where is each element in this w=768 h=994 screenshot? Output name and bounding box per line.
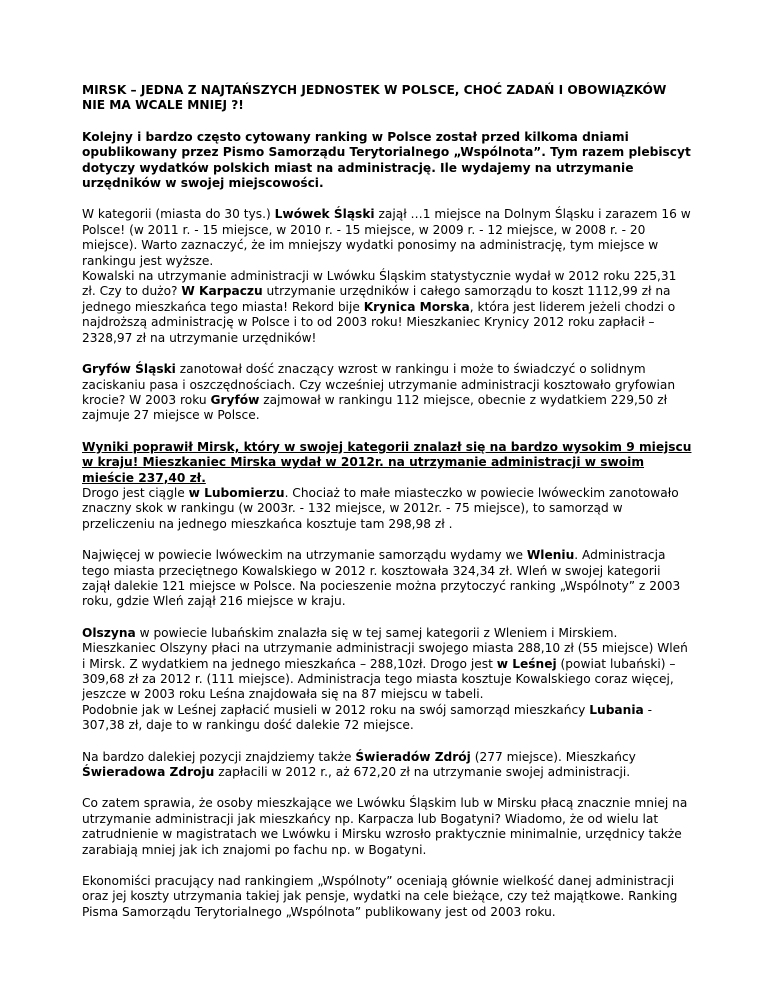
document-page [82, 83, 692, 936]
bold-text: Olszyna [82, 625, 136, 640]
paragraph-olszyna [82, 626, 692, 734]
bold-text: Gryfów [210, 392, 260, 407]
paragraph-costs [82, 269, 692, 346]
lead-paragraph: Kolejny i bardzo często cytowany ranking w Polsce został przed kilkoma dniami opublikowany przez Pismo Samorządu Terytorialnego „Wspólnota”. Tym razem plebiscyt dotyczy wydatków polskich miast na administrację. Ile wydajemy na utrzymanie urzędników w swojej miejscowości. [82, 129, 691, 191]
paragraph-methodology: Ekonomiści pracujący nad rankingiem „Wspólnoty” oceniają głównie wielkość danej administracji oraz jej koszty utrzymania takiej jak pensje, wydatki na cele bieżące, czy też majątkowe. Ranking Pisma Samorządu Terytorialnego „Wspólnota” publikowany jest od 2003 roku. [82, 874, 678, 919]
text: - 307,38 zł, daje to w rankingu dość dalekie 72 miejsce. [82, 702, 653, 733]
text: zajął …1 miejsce na Dolnym Śląsku i zarazem 16 w Polsce! (w 2011 r. - 15 miejsce, w 2010 r. - 15 miejsce, w 2009 r. - 12 miejsce, w 2008 r. - 20 miejsce). Warto zaznaczyć, że im mniejszy wydatki ponosimy na administrację, tym miejsce w rankingu jest wyższe. [82, 207, 691, 268]
bold-text: w Leśnej [496, 656, 557, 671]
text: Na bardzo dalekiej pozycji znajdziemy także [82, 749, 356, 764]
bold-text: W Karpaczu [181, 284, 263, 299]
text: utrzymanie urzędników i całego samorządu to koszt 1112,99 zł na jednego mieszkańca tego miasta! Rekord bije [82, 284, 671, 314]
paragraph-luban [82, 703, 692, 734]
text: (277 miejsce). Mieszkańcy [470, 749, 636, 764]
paragraph-lubomierz [82, 486, 692, 532]
text: Drogo jest ciągle [82, 485, 189, 500]
bold-text: Lubania [589, 702, 644, 717]
text: W kategorii (miasta do 30 tys.) [82, 207, 275, 222]
bold-text: Krynica Morska [363, 299, 470, 314]
text: w powiecie lubańskim znalazła się w tej samej kategorii z Wleniem i Mirskiem. Mieszkaniec Olszyny płaci na utrzymanie administracji swojego miasta 288,10 zł (55 miejsce) Wleń i Mirsk. Z wydatkiem na jednego mieszkańca – 288,10zł. Drogo jest [82, 625, 688, 671]
text: zapłacili w 2012 r., aż 672,20 zł na utrzymanie swojej administracji. [214, 765, 631, 780]
paragraph-lwowek [82, 207, 692, 346]
article-title: MIRSK – JEDNA Z NAJTAŃSZYCH JEDNOSTEK W POLSCE, CHOĆ ZADAŃ I OBOWIĄZKÓW NIE MA WCALE MNIEJ ?! [82, 83, 667, 113]
text: Kowalski na utrzymanie administracji w Lwówku Śląskim statystycznie wydał w 2012 roku 225,31 zł. Czy to dużo? [82, 269, 677, 299]
bold-text: Świeradów Zdrój [355, 749, 471, 764]
paragraph-gryfow [82, 362, 692, 424]
bold-text: Gryfów Śląski [82, 362, 176, 377]
bold-text: Wleniu [526, 548, 575, 563]
bold-text: Lwówek Śląski [274, 207, 375, 222]
bold-text: Świeradowa Zdroju [82, 765, 215, 780]
mirsk-highlight: Wyniki poprawił Mirsk, który w swojej kategorii znalazł się na bardzo wysokim 9 miejscu w kraju! Mieszkaniec Mirska wydał w 2012r. na utrzymanie administracji w swoim mieście 237,40 zł. [82, 439, 692, 485]
text: Najwięcej w powiecie lwóweckim na utrzymanie samorządu wydamy we [82, 548, 527, 563]
paragraph-swieradow [82, 750, 692, 781]
bold-text: w Lubomierzu [188, 485, 285, 500]
text: . Chociaż to małe miasteczko w powiecie lwóweckim zanotowało znaczny skok w rankingu (w 2003r. - 132 miejsce, w 2012r. - 75 miejsce), to samorząd w przeliczeniu na jednego mieszkańca kosztuje tam 298,98 zł . [82, 485, 679, 531]
paragraph-lwowek-ranking [82, 207, 692, 269]
paragraph-wlen [82, 548, 692, 610]
text: Podobnie jak w Leśnej zapłacić musieli w 2012 roku na swój samorząd mieszkańcy [82, 702, 590, 717]
paragraph-mirsk [82, 440, 692, 532]
text: zajmował w rankingu 112 miejsce, obecnie z wydatkiem 229,50 zł zajmuje 27 miejsce w Polsce. [82, 392, 668, 423]
paragraph-olszyna-main [82, 626, 692, 703]
text: . Administracja tego miasta przeciętnego Kowalskiego w 2012 r. kosztowała 324,34 zł. Wleń w swojej kategorii zajął dalekie 121 miejsce w Polsce. Na pocieszenie można przytoczyć ranking „Wspólnoty” z 2003 roku, gdzie Wleń zajął 216 miejsce w kraju. [82, 548, 681, 609]
text: , która jest liderem jeżeli chodzi o najdroższą administrację w Polsce i to od 2003 roku! Mieszkaniec Krynicy 2012 roku zapłacił – 2328,97 zł na utrzymanie urzędników! [82, 299, 676, 345]
text: zanotował dość znaczący wzrost w rankingu i może to świadczyć o solidnym zaciskaniu pasa i oszczędnościach. Czy wcześniej utrzymanie administracji kosztowało gryfowian krocie? W 2003 roku [82, 362, 676, 407]
paragraph-reasons: Co zatem sprawia, że osoby mieszkające we Lwówku Śląskim lub w Mirsku płacą znacznie mniej na utrzymanie administracji jak mieszkańcy np. Karpacza lub Bogatyni? Wiadomo, że od wielu lat zatrudnienie w magistratach we Lwówku i Mirsku wzrosło praktycznie minimalnie, urzędnicy także zarabiają mniej jak ich znajomi po fachu np. w Bogatyni. [82, 796, 688, 857]
text: (powiat lubański) – 309,68 zł za 2012 r. (111 miejsce). Administracja tego miasta kosztuje Kowalskiego coraz więcej, jeszcze w 2003 roku Leśna znajdowała się na 87 miejscu w tabeli. [82, 656, 676, 702]
